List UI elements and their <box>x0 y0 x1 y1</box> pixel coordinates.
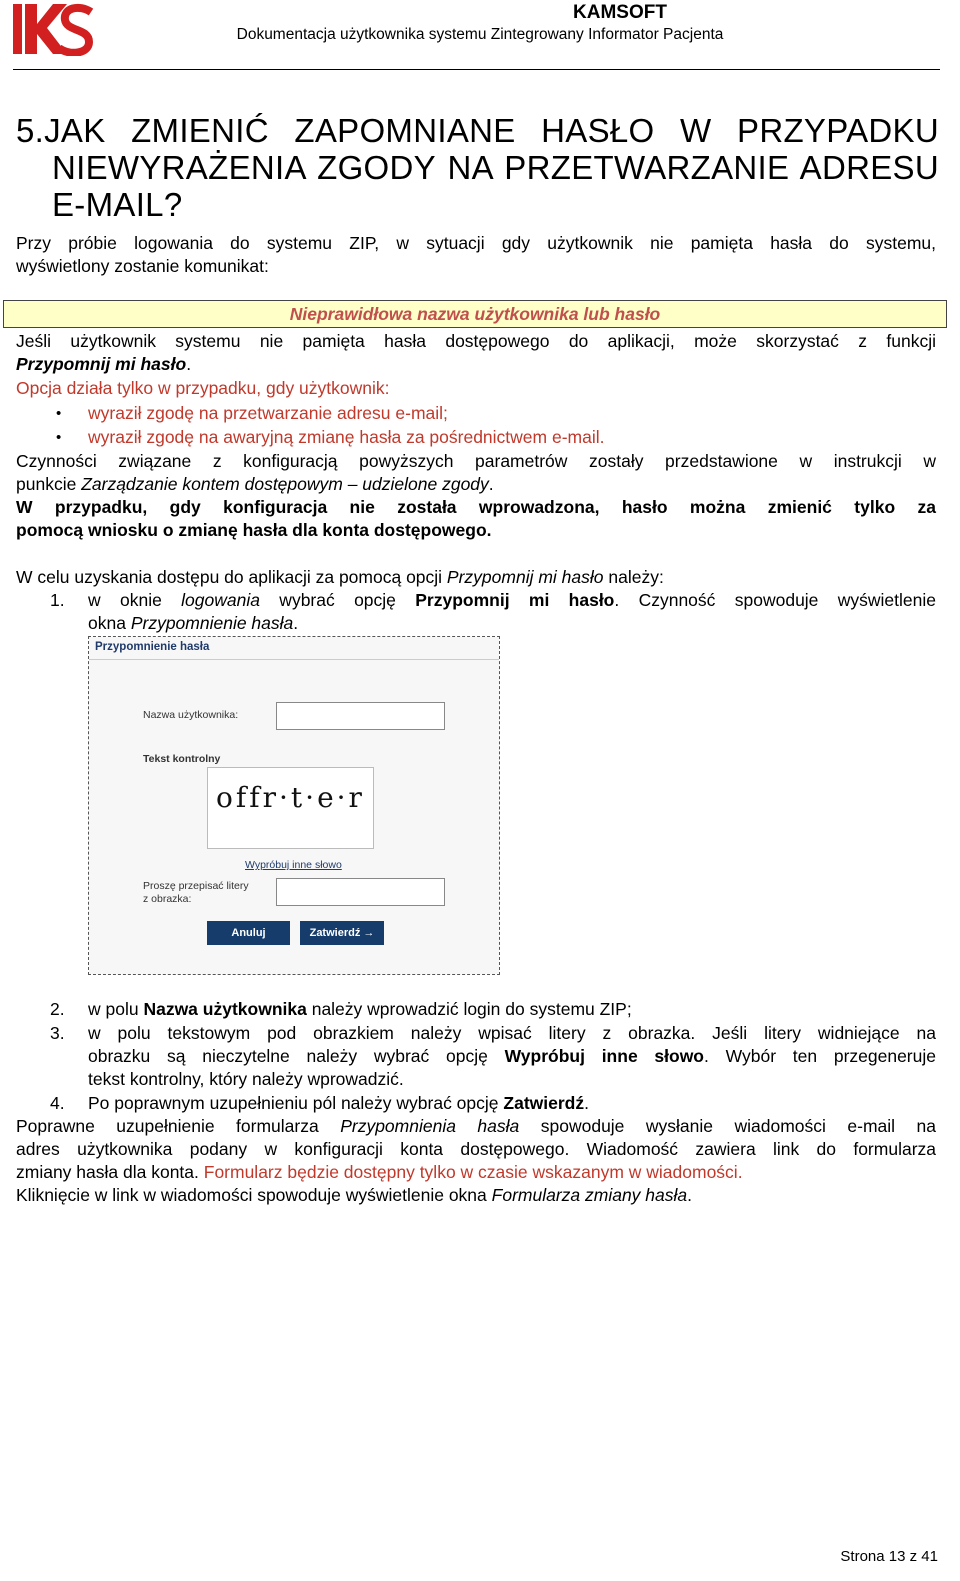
panel-body <box>89 637 499 974</box>
s1-a: w oknie <box>88 590 182 610</box>
username-label: Nazwa użytkownika: <box>143 709 239 721</box>
p2-section-ref: Zarządzanie kontem dostępowym – udzielone zgody <box>81 474 489 494</box>
s2-a: w polu <box>88 999 144 1019</box>
page-number: Strona 13 z 41 <box>840 1548 938 1565</box>
remind-password-ref: Przypomnij mi hasło <box>16 354 187 374</box>
s4-b: . <box>584 1093 589 1113</box>
header-divider <box>13 69 940 70</box>
p2-start: punkcie <box>16 474 82 494</box>
p4-end: należy: <box>603 567 664 587</box>
p2-line-2 <box>16 473 494 496</box>
p5-b: spowoduje wysłanie wiadomości e-mail na <box>519 1116 936 1136</box>
password-reminder-screenshot <box>88 636 500 975</box>
step-1-line-2 <box>88 612 298 635</box>
p2-end: . <box>488 474 494 494</box>
title-line-2: NIEWYRAŻENIA ZGODY NA PRZETWARZANIE ADRESU <box>52 149 939 186</box>
s1-window-ref: Przypomnienie hasła <box>130 613 294 633</box>
cancel-button[interactable]: Anuluj <box>207 921 290 945</box>
s1-line2-a: okna <box>88 613 131 633</box>
p3-line-2: pomocą wniosku o zmianę hasła dla konta dostępowego. <box>16 520 492 540</box>
s1-remind-ref: Przypomnij mi hasło <box>415 590 615 610</box>
kamsoft-logo <box>13 2 93 56</box>
p5-c: zmiany hasła dla konta. <box>16 1162 204 1182</box>
title-line-1: 5.JAK ZMIENIĆ ZAPOMNIANE HASŁO W PRZYPADKU <box>16 112 939 149</box>
s3-b: . Wybór ten przegeneruje <box>704 1046 936 1066</box>
p1-line-2 <box>16 353 191 376</box>
s1-c: . Czynność spowoduje wyświetlenie <box>614 590 936 610</box>
condition-intro: Opcja działa tylko w przypadku, gdy użytkownik: <box>16 378 390 398</box>
p5-warning: Formularz będzie dostępny tylko w czasie wskazanym w wiadomości. <box>203 1162 743 1182</box>
p4-start: W celu uzyskania dostępu do aplikacji za pomocą opcji <box>16 567 447 587</box>
error-message-box: Nieprawidłowa nazwa użytkownika lub hasło <box>3 300 947 328</box>
p5-line-2: adres użytkownika podany w konfiguracji konta dostępowego. Wiadomość zawiera link do formularza <box>16 1139 936 1159</box>
retry-word-link[interactable]: Wypróbuj inne słowo <box>245 859 342 871</box>
condition-item: • wyraził zgodę na awaryjną zmianę hasła za pośrednictwem e-mail. <box>16 426 916 449</box>
retype-label-1: Proszę przepisać litery <box>143 880 249 892</box>
s2-b: należy wprowadzić login do systemu ZIP; <box>306 999 632 1019</box>
p1-end: . <box>186 354 192 374</box>
condition-list <box>16 402 916 449</box>
section-title <box>16 112 939 223</box>
p2-line-1: Czynności związane z konfiguracją powyższych parametrów zostały przedstawione w instrukcji w <box>16 451 936 471</box>
s1-b: wybrać opcję <box>259 590 416 610</box>
s1-line2-end: . <box>293 613 299 633</box>
step-2 <box>88 998 632 1021</box>
s1-login-ref: logowania <box>181 590 260 610</box>
intro-line-1: Przy próbie logowania do systemu ZIP, w sytuacji gdy użytkownik nie pamięta hasła do systemu, <box>16 233 936 253</box>
p5-form-ref: Przypomnienia hasła <box>340 1116 520 1136</box>
p5-d: Kliknięcie w link w wiadomości spowoduje wyświetlenie okna <box>16 1185 492 1205</box>
step-4 <box>88 1092 589 1115</box>
p5-line-1 <box>16 1115 936 1138</box>
username-input[interactable] <box>276 702 445 730</box>
intro-line-2: wyświetlony zostanie komunikat: <box>16 256 269 276</box>
p5-a: Poprawne uzupełnienie formularza <box>16 1116 341 1136</box>
step-3-line-2 <box>88 1045 936 1068</box>
s2-field-ref: Nazwa użytkownika <box>143 999 307 1019</box>
p4 <box>16 566 664 589</box>
s4-submit-ref: Zatwierdź <box>503 1093 585 1113</box>
p4-option-ref: Przypomnij mi hasło <box>446 567 604 587</box>
p5-change-form-ref: Formularza zmiany hasła <box>491 1185 688 1205</box>
step-number: 1. <box>50 590 65 610</box>
p3-line-1: W przypadku, gdy konfiguracja nie została wprowadzona, hasło można zmienić tylko za <box>16 497 936 517</box>
step-3-line-1: w polu tekstowym pod obrazkiem należy wpisać litery z obrazka. Jeśli litery widniejące na <box>88 1023 936 1043</box>
p5-line-3 <box>16 1161 743 1184</box>
s3-retry-ref: Wypróbuj inne słowo <box>504 1046 705 1066</box>
captcha-image: offr·t·e·r <box>207 767 374 849</box>
p5-line-4 <box>16 1184 692 1207</box>
submit-button[interactable]: Zatwierdź → <box>300 921 384 945</box>
step-1-line-1 <box>88 589 936 612</box>
step-number: 4. <box>50 1093 65 1113</box>
panel-title: Przypomnienie hasła <box>95 641 210 653</box>
panel-title-divider <box>89 659 499 660</box>
header-doc-title: Dokumentacja użytkownika systemu Zintegrowany Informator Pacjenta <box>236 26 724 43</box>
condition-item: • wyraził zgodę na przetwarzanie adresu e-mail; <box>16 402 916 425</box>
step-number: 2. <box>50 999 65 1019</box>
header-company: KAMSOFT <box>573 2 667 23</box>
captcha-input[interactable] <box>276 878 445 906</box>
retype-label-2: z obrazka: <box>143 893 192 905</box>
title-line-3: E-MAIL? <box>52 186 183 223</box>
step-number: 3. <box>50 1023 65 1043</box>
p5-end: . <box>687 1185 692 1205</box>
p1-line-1: Jeśli użytkownik systemu nie pamięta hasła dostępowego do aplikacji, może skorzystać z funkcji <box>16 331 936 351</box>
s3-a: obrazku są nieczytelne należy wybrać opcję <box>88 1046 505 1066</box>
step-3-line-3: tekst kontrolny, który należy wprowadzić. <box>88 1069 404 1089</box>
captcha-section-label: Tekst kontrolny <box>143 753 221 765</box>
s4-a: Po poprawnym uzupełnieniu pól należy wybrać opcję <box>88 1093 504 1113</box>
